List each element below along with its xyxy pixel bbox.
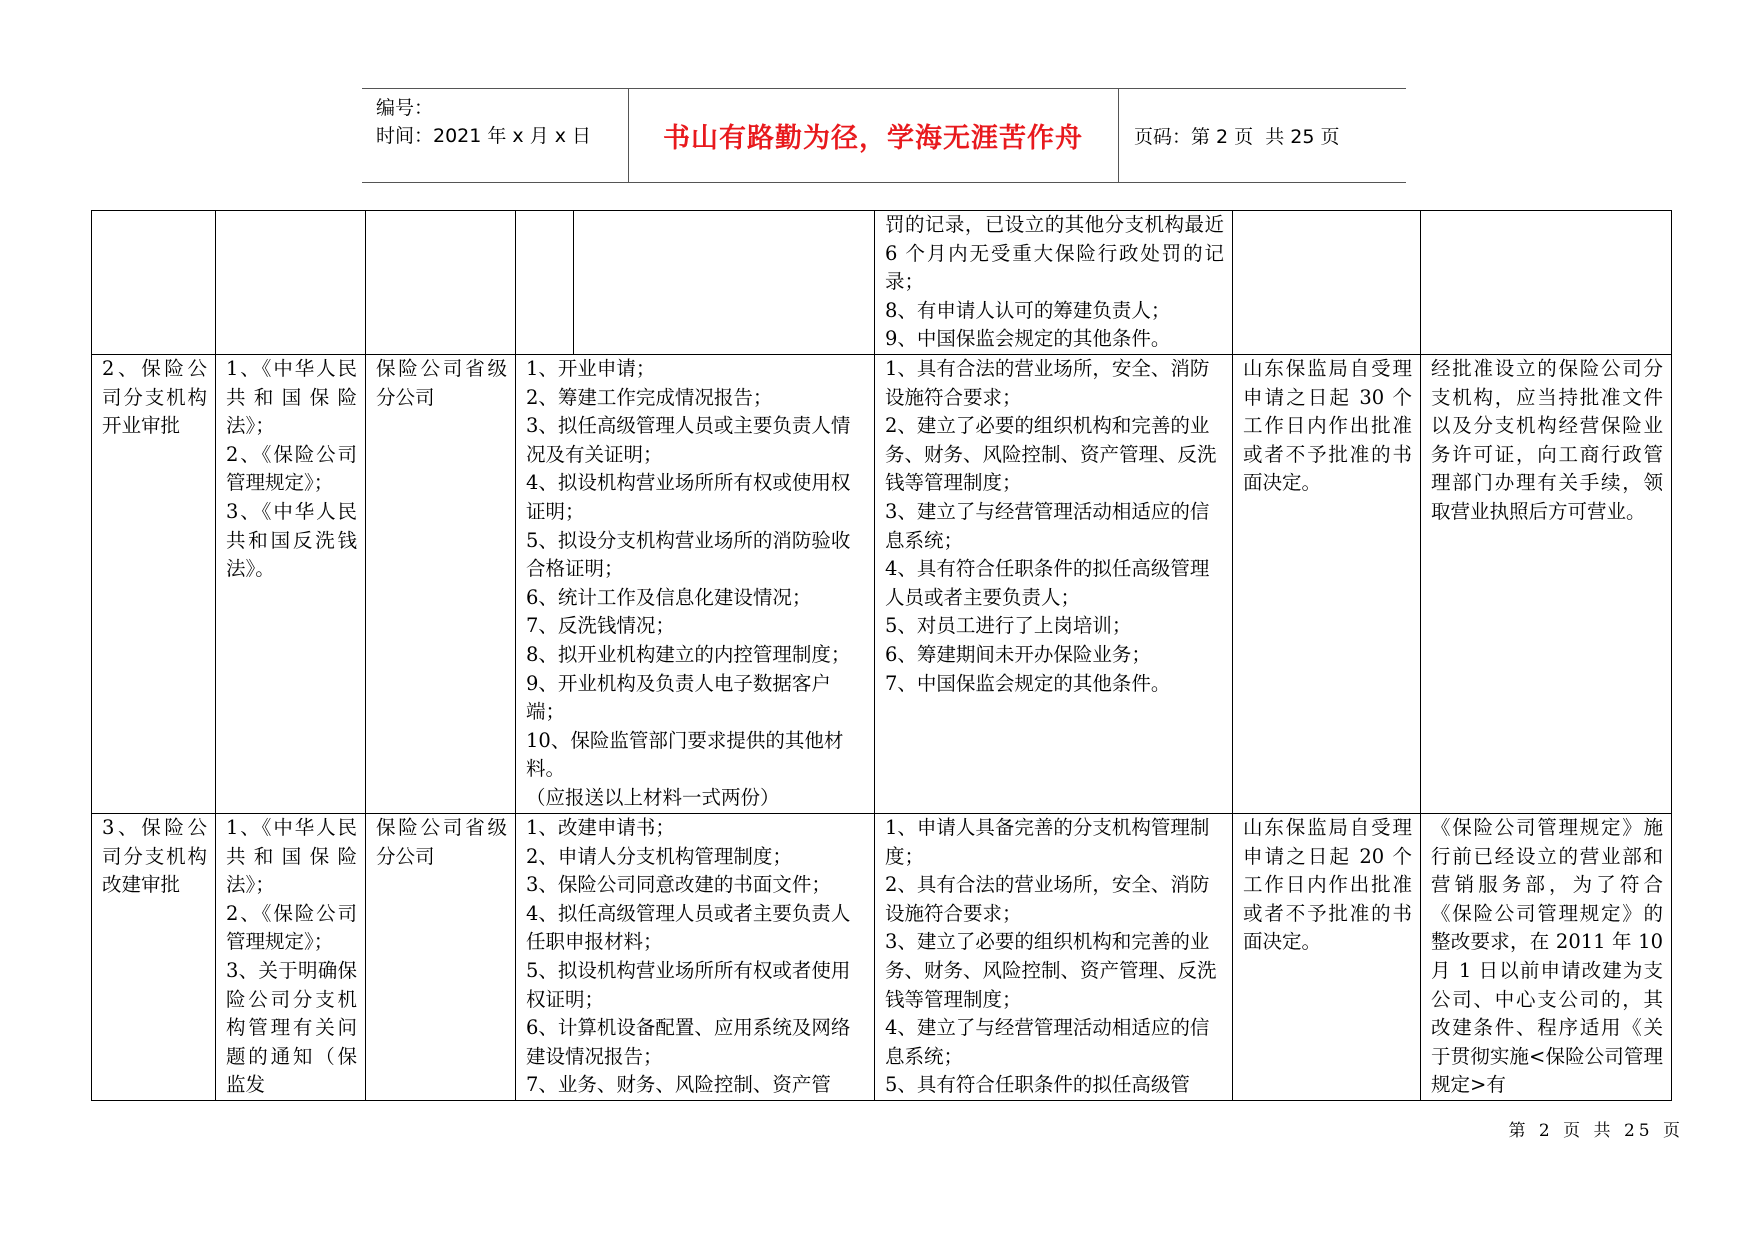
deadline-cell: [1233, 814, 1421, 1101]
notes-text: 《保险公司管理规定》施行前已经设立的营业部和营销服务部，为了符合《保险公司管理规定》的整改要求，在 2011 年 10 月 1 日以前申请改建为支公司、中心支公司的，其改建条件、程序适用《关于贯彻实施<保险公司管理规定>有: [1431, 816, 1663, 1097]
split-right: [574, 211, 874, 354]
header-divider: [1118, 88, 1119, 183]
basis-text: 1、《中华人民共和国保险法》； 2、《保险公司管理规定》； 3、《中华人民共和国反洗钱法》。: [226, 357, 357, 581]
conditions-cell: [875, 814, 1233, 1101]
basis-text: 1、《中华人民共和国保险法》； 2、《保险公司管理规定》； 3、关于明确保险公司分支机构管理有关问题的通知（保监发: [226, 816, 357, 1097]
item-text: 2、保险公司分支机构开业审批: [102, 357, 207, 438]
materials-cell: [516, 355, 875, 814]
materials-cell: [516, 211, 875, 355]
level-text: 保险公司省级分公司: [376, 816, 507, 868]
time-label: 时间：2021 年 x 月 x 日: [376, 125, 592, 147]
basis-cell: [216, 814, 366, 1101]
materials-cell: [516, 814, 875, 1101]
page-footer: 第 2 页 共 25 页: [1508, 1121, 1684, 1141]
notes-text: 经批准设立的保险公司分支机构，应当持批准文件以及分支机构经营保险业务许可证，向工商行政管理部门办理有关手续，领取营业执照后方可营业。: [1431, 357, 1663, 523]
materials-clip: [526, 814, 866, 1098]
header-motto: 书山有路勤为径，学海无涯苦作舟: [663, 123, 1083, 154]
deadline-text: 山东保监局自受理申请之日起 20 个工作日内作出批准或者不予批准的书面决定。: [1243, 816, 1412, 954]
number-label: 编号：: [376, 97, 434, 119]
basis-cell: [216, 355, 366, 814]
table-row: [92, 814, 1672, 1101]
deadline-cell: [1233, 355, 1421, 814]
notes-clip: [1431, 814, 1663, 1098]
header-meta: [376, 94, 591, 150]
conditions-clip: [885, 814, 1224, 1098]
item-text: 3、保险公司分支机构改建审批: [102, 816, 207, 897]
materials-text: 1、改建申请书； 2、申请人分支机构管理制度； 3、保险公司同意改建的书面文件； 4、拟任高级管理人员或者主要负责人任职申报材料； 5、拟设机构营业场所所有权或者使用权证明； 6、计算机设备配置、应用系统及网络建设情况报告； 7、业务、财务、风险控制、资产管: [526, 816, 851, 1097]
item-cell: [92, 211, 216, 355]
materials-split: [516, 211, 874, 354]
conditions-cell: [875, 355, 1233, 814]
level-cell: [366, 211, 516, 355]
notes-cell: [1421, 355, 1672, 814]
basis-cell: [216, 211, 366, 355]
table-row: [92, 355, 1672, 814]
deadline-text: 山东保监局自受理申请之日起 30 个工作日内作出批准或者不予批准的书面决定。: [1243, 357, 1412, 495]
level-cell: [366, 355, 516, 814]
conditions-cell: [875, 211, 1233, 355]
page-header: [362, 88, 1406, 183]
table-row: [92, 211, 1672, 355]
cell-text: 罚的记录，已设立的其他分支机构最近 6 个月内无受重大保险行政处罚的记录； 8、有申请人认可的筹建负责人； 9、中国保监会规定的其他条件。: [885, 213, 1224, 351]
item-cell: [92, 814, 216, 1101]
approval-table: [91, 210, 1672, 1101]
item-cell: [92, 355, 216, 814]
deadline-cell: [1233, 211, 1421, 355]
split-left: [516, 211, 574, 354]
notes-cell: [1421, 211, 1672, 355]
conditions-text: 1、申请人具备完善的分支机构管理制度； 2、具有合法的营业场所，安全、消防设施符合要求； 3、建立了必要的组织机构和完善的业务、财务、风险控制、资产管理、反洗钱等管理制度； 4、建立了与经营管理活动相适应的信息系统； 5、具有符合任职条件的拟任高级管: [885, 816, 1217, 1097]
header-page-info: 页码：第 2 页 共 25 页: [1134, 126, 1340, 148]
level-text: 保险公司省级分公司: [376, 357, 507, 409]
notes-cell: [1421, 814, 1672, 1101]
header-bottom-rule: [362, 182, 1406, 183]
level-cell: [366, 814, 516, 1101]
conditions-text: 1、具有合法的营业场所，安全、消防设施符合要求； 2、建立了必要的组织机构和完善的业务、财务、风险控制、资产管理、反洗钱等管理制度； 3、建立了与经营管理活动相适应的信息系统； 4、具有符合任职条件的拟任高级管理人员或者主要负责人； 5、对员工进行了上岗培训； 6、筹建期间未开办保险业务； 7、中国保监会规定的其他条件。: [885, 357, 1217, 695]
materials-text: 1、开业申请； 2、筹建工作完成情况报告； 3、拟任高级管理人员或主要负责人情况及有关证明； 4、拟设机构营业场所所有权或使用权证明； 5、拟设分支机构营业场所的消防验收合格证明； 6、统计工作及信息化建设情况； 7、反洗钱情况； 8、拟开业机构建立的内控管理制度； 9、开业机构及负责人电子数据客户端； 10、保险监管部门要求提供的其他材料。 （应报送以上材料一式两份）: [526, 357, 851, 809]
